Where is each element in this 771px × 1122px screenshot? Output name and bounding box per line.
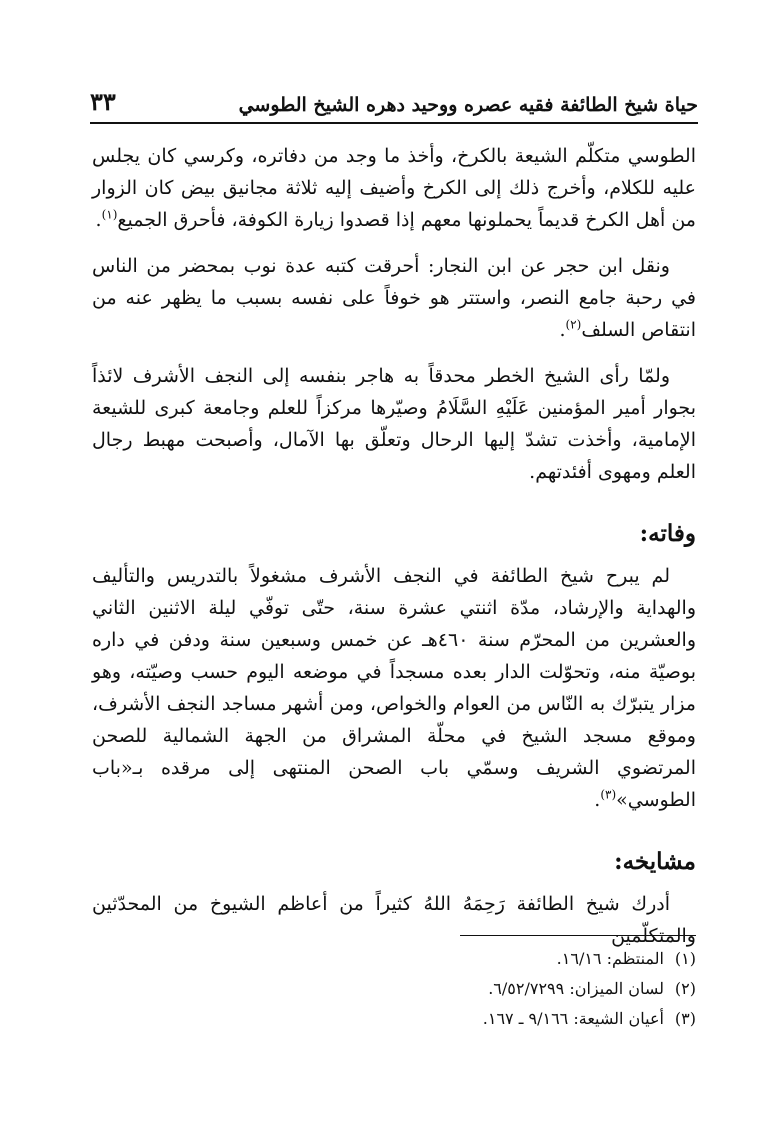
- header-rule: [90, 122, 698, 124]
- running-title: حياة شيخ الطائفة فقيه عصره ووحيد دهره الشيخ الطوسي: [238, 94, 698, 116]
- footnote-3: [300, 1004, 696, 1034]
- footnote-2-text: لسان الميزان: ٦/٥٢/٧٢٩٩.: [488, 979, 664, 998]
- footnotes: [300, 944, 696, 1034]
- paragraph-2-tail: .: [559, 319, 566, 341]
- paragraph-death-tail: .: [594, 789, 601, 811]
- footnote-2: [300, 974, 696, 1004]
- section-title-teachers: مشايخه:: [614, 848, 696, 875]
- footnote-1-text: المنتظم: ١٦/١٦.: [556, 949, 664, 968]
- paragraph-teachers: أدرك شيخ الطائفة رَحِمَهُ اللهُ كثيراً من أعاظم الشيوخ من المحدّثين والمتكلّمين: [92, 893, 696, 947]
- page-header: [90, 80, 698, 116]
- footnote-3-number: (٣): [674, 1009, 696, 1028]
- footnote-1: [300, 944, 696, 974]
- footnote-rule: [460, 935, 696, 936]
- footnote-ref-3: (٣): [600, 787, 617, 802]
- body-text: [92, 140, 696, 966]
- paragraph-3: ولمّا رأى الشيخ الخطر محدقاً به هاجر بنفسه إلى النجف الأشرف لائذاً بجوار أمير المؤمنين عَلَيْهِ السَّلَامُ وصيّرها مركزاً للعلم وجامعة كبرى للشيعة الإمامية، وأخذت تشدّ إليها الرحال وتعلّق بها الآمال، وأصبحت مهبط رجال العلم ومهوى أفئدتهم.: [92, 365, 696, 483]
- paragraph-death: [92, 560, 696, 816]
- footnote-ref-2: (٢): [565, 317, 582, 332]
- page-number: ٣٣: [90, 87, 116, 116]
- paragraph-1: [92, 140, 696, 236]
- paragraph-1-tail: .: [95, 209, 102, 231]
- paragraph-2: [92, 250, 696, 346]
- footnote-3-text: أعيان الشيعة: ٩/١٦٦ ـ ١٦٧.: [482, 1009, 664, 1028]
- footnote-2-number: (٢): [674, 979, 696, 998]
- paragraph-death-text: لم يبرح شيخ الطائفة في النجف الأشرف مشغولاً بالتدريس والتأليف والهداية والإرشاد، مدّة اثنتي عشرة سنة، حتّى توفّي ليلة الاثنين الثاني والعشرين من المحرّم سنة ٤٦٠هـ عن خمس وسبعين سنة ودفن في داره بوصيّة منه، وتحوّلت الدار بعده مسجداً في موضعه اليوم حسب وصيّته، وهو مزار يتبرّك به النّاس من العوام والخواص، ومن أشهر مساجد النجف الأشرف، وموقع مسجد الشيخ في محلّة المشراق من الجهة الشمالية للصحن المرتضوي الشريف وسمّي باب الصحن المنتهى إلى مرقده بـ«باب الطوسي»: [92, 565, 697, 811]
- section-title-death: وفاته:: [639, 520, 696, 547]
- paragraph-2-text: ونقل ابن حجر عن ابن النجار: أحرقت كتبه عدة نوب بمحضر من الناس في رحبة جامع النصر، واستتر هو خوفاً على نفسه بسبب ما يظهر عنه من انتقاص السلف: [92, 255, 696, 341]
- paragraph-1-text: الطوسي متكلّم الشيعة بالكرخ، وأخذ ما وجد من دفاتره، وكرسي كان يجلس عليه للكلام، وأخرج ذلك إلى الكرخ وأضيف إليه ثلاثة مجانيق بيض كان الزوار من أهل الكرخ قديماً يحملونها معهم إذا قصدوا زيارة الكوفة، فأحرق الجميع: [92, 145, 696, 231]
- footnote-1-number: (١): [674, 949, 696, 968]
- footnote-ref-1: (١): [101, 207, 118, 222]
